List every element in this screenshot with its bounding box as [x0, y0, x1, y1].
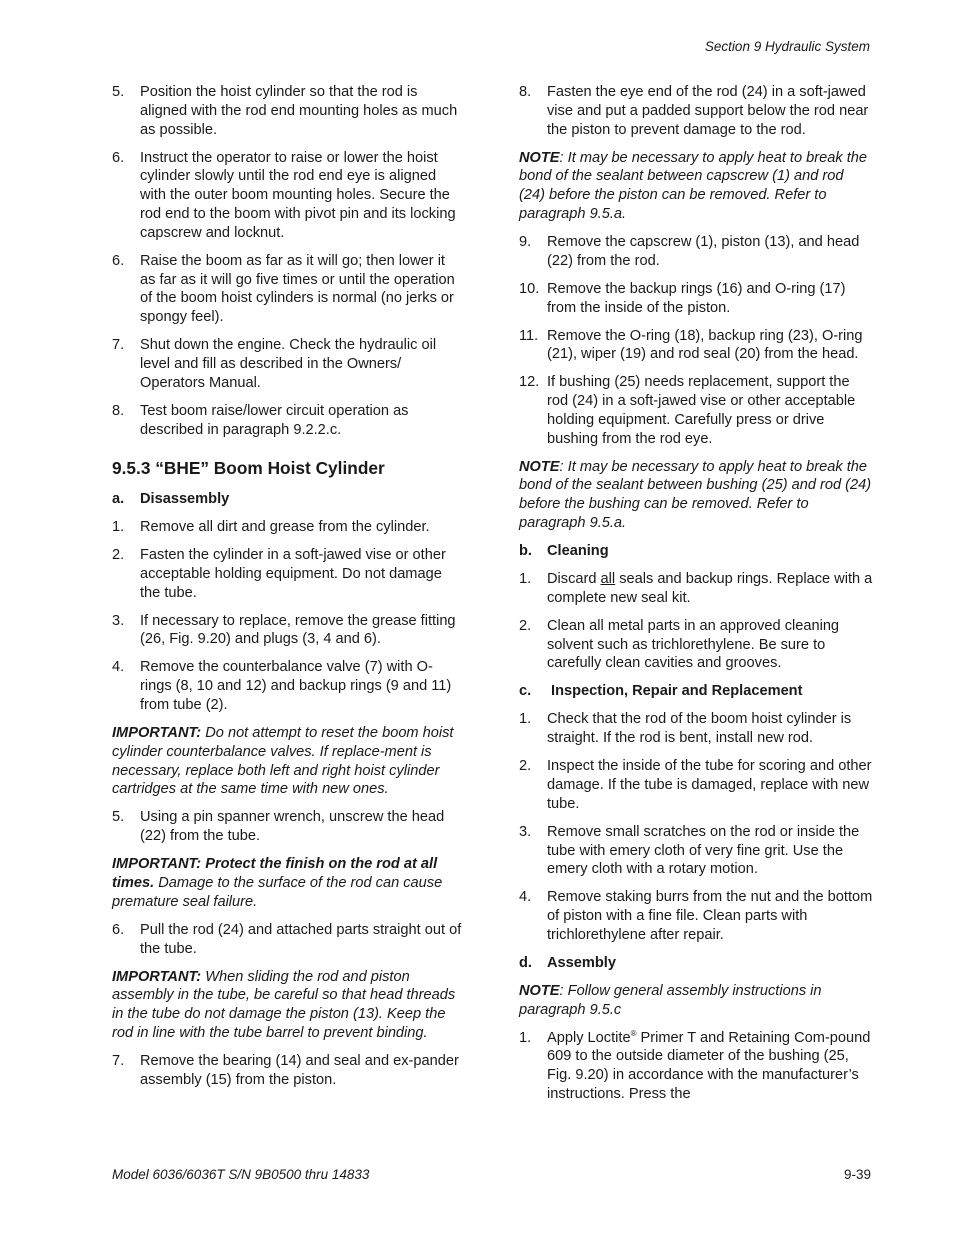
note: NOTE: It may be necessary to apply heat to break the bond of the sealant between capscrew (1) and rod (24) before the piston can be removed. Refer to paragraph 9.5.a.	[519, 149, 867, 222]
list-item: 10. Remove the backup rings (16) and O-ring (17) from the inside of the piston.	[519, 280, 846, 316]
footer-model: Model 6036/6036T S/N 9B0500 thru 14833	[112, 1167, 370, 1182]
page-footer	[112, 1167, 871, 1182]
list-item: 1. Apply Loctite® Primer T and Retaining Com-pound 609 to the outside diameter of the bushing (25, Fig. 9.20) in accordance with the manufacturer’s instructions. Press the	[519, 1028, 871, 1103]
list-item: 8. Fasten the eye end of the rod (24) in a soft-jawed vise and put a padded support below the rod near the piston to prevent damage to the rod.	[519, 84, 869, 138]
list-item: 7. Shut down the engine. Check the hydraulic oil level and fill as described in the Owners/ Operators Manual.	[112, 337, 437, 391]
list-item: 7. Remove the bearing (14) and seal and ex-pander assembly (15) from the piston.	[112, 1052, 459, 1088]
list-item: 2. Clean all metal parts in an approved cleaning solvent such as trichlorethylene. Be sure to carefully clean cavities and grooves.	[519, 617, 840, 672]
list-item: 3. If necessary to replace, remove the grease fitting (26, Fig. 9.20) and plugs (3, 4 and 6).	[112, 612, 456, 648]
list-item: 8. Test boom raise/lower circuit operation as described in paragraph 9.2.2.c.	[112, 402, 409, 438]
note: NOTE: Follow general assembly instructions in paragraph 9.5.c	[519, 982, 822, 1018]
important-note: IMPORTANT: When sliding the rod and piston assembly in the tube, be careful so that head threads in the tube do not damage the piston (13). Keep the rod in line with the tube barrel to prevent binding.	[112, 968, 456, 1041]
list-item: 6. Instruct the operator to raise or lower the hoist cylinder slowly until the rod end eye is aligned with the outer boom mounting holes. Secure the rod end to the boom with pivot pin and its locking capscrew and locknut.	[112, 149, 456, 241]
list-item: 12. If bushing (25) needs replacement, support the rod (24) in a soft-jawed vise or other acceptable holding equipment. Carefully press or drive bushing from the rod eye.	[519, 374, 856, 447]
list-item: 2. Fasten the cylinder in a soft-jawed vise or other acceptable holding equipment. Do not damage the tube.	[112, 547, 446, 601]
page-number: 9-39	[843, 1167, 871, 1182]
list-item: 11. Remove the O-ring (18), backup ring (23), O-ring (21), wiper (19) and rod seal (20) from the head.	[519, 327, 863, 363]
list-item: 1. Discard all seals and backup rings. Replace with a complete new seal kit.	[519, 571, 873, 606]
section-title: 9.5.3 “BHE” Boom Hoist Cylinder	[112, 458, 385, 479]
important-note: IMPORTANT: Do not attempt to reset the boom hoist cylinder counterbalance valves. If replace-ment is necessary, replace both left and right hoist cylinder cartridges at the same time with new ones.	[112, 725, 454, 798]
right-column	[519, 83, 873, 1113]
subheading-cleaning: b. Cleaning	[519, 543, 609, 560]
list-item: 5. Using a pin spanner wrench, unscrew the head (22) from the tube.	[112, 809, 445, 845]
list-item: 5. Position the hoist cylinder so that the rod is aligned with the rod end mounting holes as much as possible.	[112, 84, 458, 138]
page-header: Section 9 Hydraulic System	[704, 39, 870, 54]
subheading-assembly: d. Assembly	[519, 954, 616, 971]
list-item: 6. Pull the rod (24) and attached parts straight out of the tube.	[112, 921, 462, 957]
list-item: 4. Remove staking burrs from the nut and the bottom of piston with a fine file. Clean parts with trichlorethylene after repair.	[519, 889, 873, 943]
list-item: 9. Remove the capscrew (1), piston (13), and head (22) from the rod.	[519, 233, 860, 269]
list-item: 6. Raise the boom as far as it will go; then lower it as far as it will go five times or until the operation of the boom hoist cylinders is normal (no jerks or spongy feel).	[112, 252, 455, 326]
list-item: 4. Remove the counterbalance valve (7) with O-rings (8, 10 and 12) and backup rings (9 and 11) from tube (2).	[112, 659, 452, 714]
important-note: IMPORTANT: Protect the finish on the rod at all times. Damage to the surface of the rod can cause premature seal failure.	[112, 856, 443, 910]
note: NOTE: It may be necessary to apply heat to break the bond of the sealant between bushing (25) and rod (24) before the bushing can be removed. Refer to paragraph 9.5.a.	[519, 458, 872, 532]
list-item: 2. Inspect the inside of the tube for scoring and other damage. If the tube is damaged, replace with new tube.	[519, 758, 872, 812]
list-item: 1. Remove all dirt and grease from the cylinder.	[112, 519, 430, 536]
list-item: 3. Remove small scratches on the rod or inside the tube with emery cloth of very fine grit. Use the emery cloth with a rotary motion.	[519, 823, 860, 878]
list-item: 1. Check that the rod of the boom hoist cylinder is straight. If the rod is bent, install new rod.	[519, 711, 852, 747]
subheading-inspection: c. Inspection, Repair and Replacement	[519, 683, 803, 700]
subheading-disassembly: a. Disassembly	[112, 491, 230, 508]
left-column	[112, 83, 464, 1099]
